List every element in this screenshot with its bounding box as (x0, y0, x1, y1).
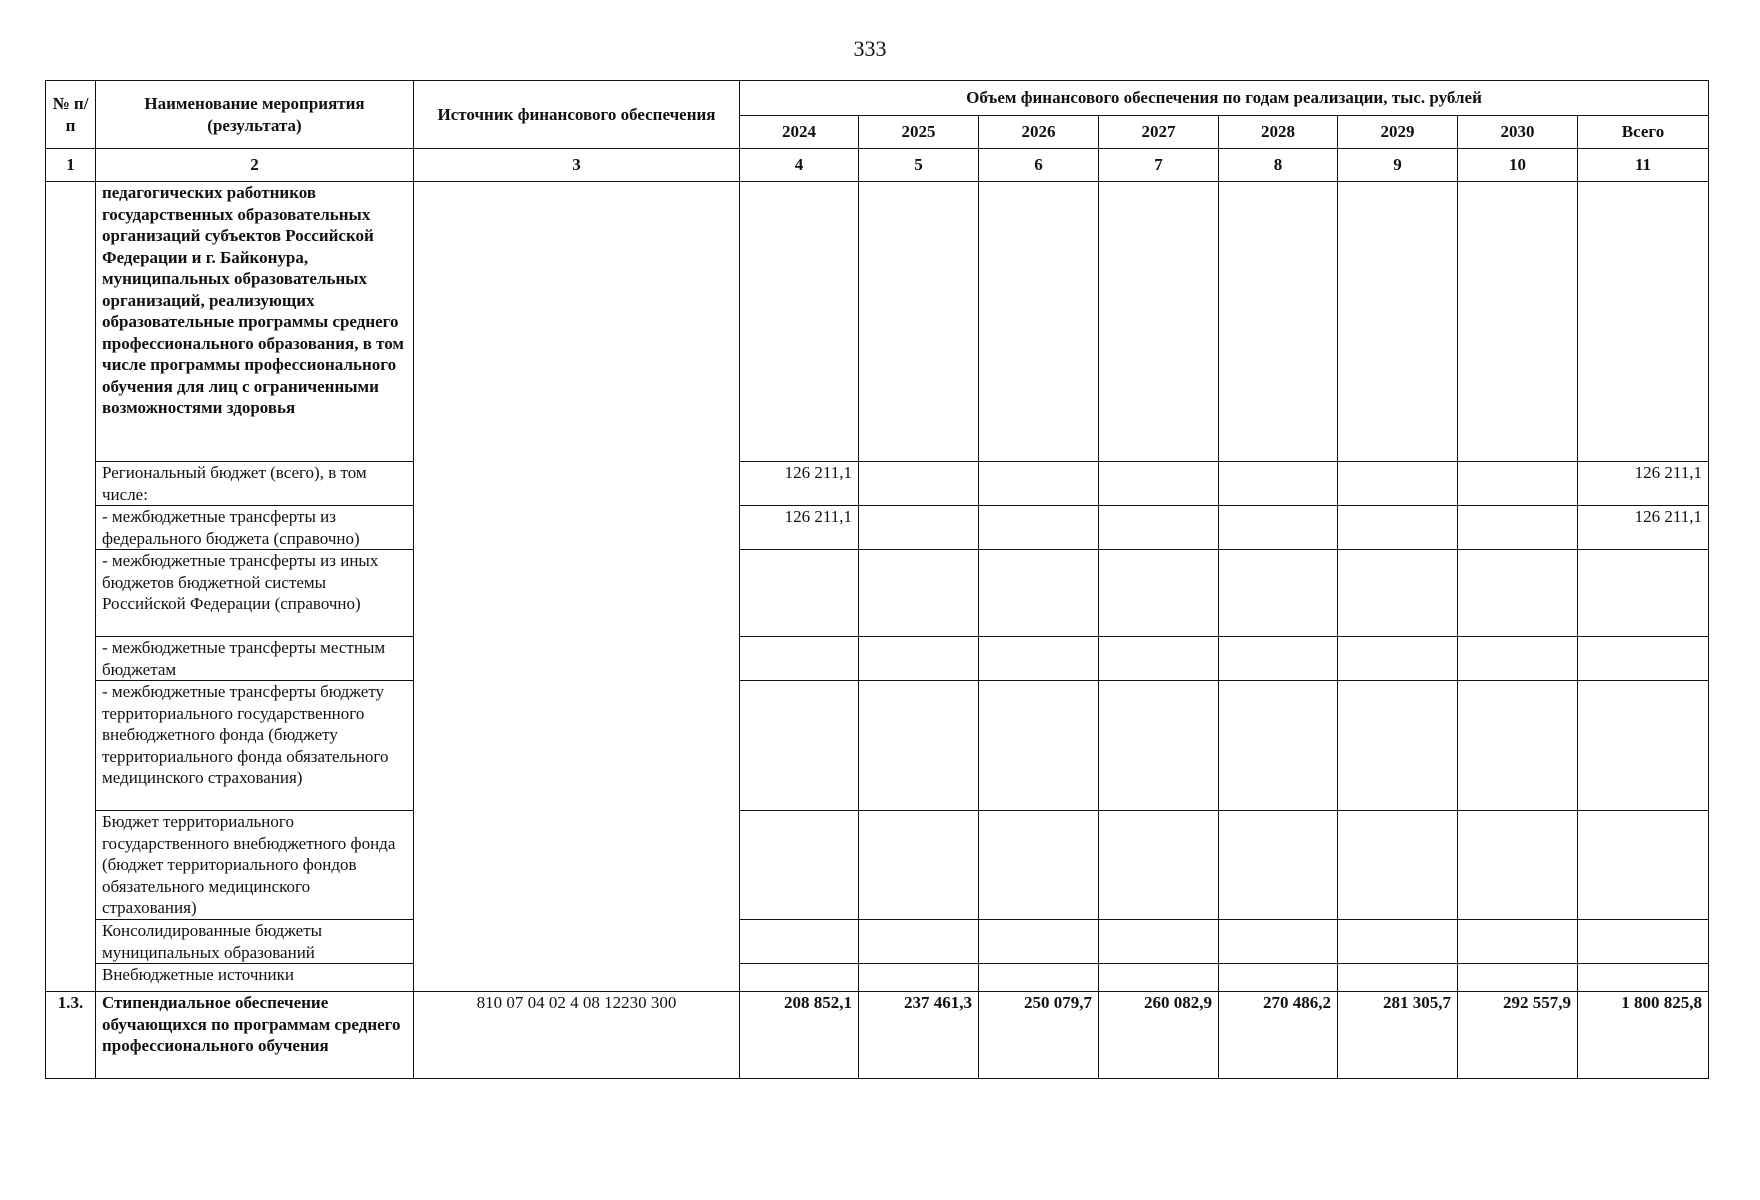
value-cell (1578, 811, 1709, 920)
header-volume: Объем финансового обеспечения по годам реализации, тыс. рублей (740, 81, 1709, 116)
value-cell: 126 211,1 (740, 506, 859, 550)
value-cell (1458, 920, 1578, 964)
value-cell (1458, 462, 1578, 506)
funding-source-name: - межбюджетные трансферты из иных бюджетов бюджетной системы Российской Федерации (справочно) (96, 550, 414, 637)
value-cell (1458, 811, 1578, 920)
value-cell (740, 920, 859, 964)
value-cell (979, 964, 1099, 992)
value-cell (1458, 681, 1578, 811)
value-cell (1099, 637, 1219, 681)
funding-source-name: - межбюджетные трансферты из федерального бюджета (справочно) (96, 506, 414, 550)
header-year: 2028 (1219, 116, 1338, 149)
value-cell (1458, 550, 1578, 637)
value-cell (1219, 681, 1338, 811)
value-cell (979, 920, 1099, 964)
header-name: Наименование мероприятия (результата) (96, 81, 414, 149)
value-cell: 208 852,1 (740, 992, 859, 1079)
value-cell (1338, 462, 1458, 506)
table-row (46, 992, 1709, 1079)
table-row (46, 637, 1709, 681)
value-cell (1578, 920, 1709, 964)
column-number: 2 (96, 149, 414, 182)
value-cell: 126 211,1 (1578, 462, 1709, 506)
value-cell (1458, 506, 1578, 550)
funding-source-name: - межбюджетные трансферты бюджету территориального государственного внебюджетного фонда (бюджету территориального фонда обязательного медицинского страхования) (96, 681, 414, 811)
value-cell (740, 964, 859, 992)
column-number: 11 (1578, 149, 1709, 182)
value-cell (740, 681, 859, 811)
item-title: Стипендиальное обеспечение обучающихся по программам среднего профессионального обучения (96, 992, 414, 1079)
column-number: 3 (414, 149, 740, 182)
value-cell (1099, 462, 1219, 506)
value-cell (859, 506, 979, 550)
value-cell (859, 550, 979, 637)
column-number: 8 (1219, 149, 1338, 182)
value-cell: 260 082,9 (1099, 992, 1219, 1079)
column-number: 1 (46, 149, 96, 182)
value-cell (859, 811, 979, 920)
value-cell (979, 637, 1099, 681)
value-cell (859, 920, 979, 964)
value-cell (1219, 964, 1338, 992)
header-year: 2030 (1458, 116, 1578, 149)
column-number: 9 (1338, 149, 1458, 182)
table-row (46, 811, 1709, 920)
column-number: 10 (1458, 149, 1578, 182)
value-cell (1578, 637, 1709, 681)
value-cell (1099, 920, 1219, 964)
value-cell: 1 800 825,8 (1578, 992, 1709, 1079)
value-cell (1099, 550, 1219, 637)
value-cell: 237 461,3 (859, 992, 979, 1079)
value-cell: 270 486,2 (1219, 992, 1338, 1079)
value-cell (859, 681, 979, 811)
value-cell (1099, 811, 1219, 920)
value-cell (1099, 506, 1219, 550)
header-total: Всего (1578, 116, 1709, 149)
value-cell (1578, 550, 1709, 637)
value-cell (979, 681, 1099, 811)
header-year: 2024 (740, 116, 859, 149)
value-cell (979, 462, 1099, 506)
item-number: 1.3. (46, 992, 96, 1079)
column-number: 7 (1099, 149, 1219, 182)
value-cell: 126 211,1 (1578, 506, 1709, 550)
value-cell (1099, 964, 1219, 992)
value-cell (1219, 550, 1338, 637)
value-cell (1338, 550, 1458, 637)
value-cell (1578, 681, 1709, 811)
value-cell (1578, 964, 1709, 992)
value-cell (1338, 637, 1458, 681)
value-cell (979, 506, 1099, 550)
page-number: 333 (853, 36, 887, 61)
value-cell (1219, 462, 1338, 506)
header-year: 2029 (1338, 116, 1458, 149)
value-cell: 292 557,9 (1458, 992, 1578, 1079)
budget-classification-code: 810 07 04 02 4 08 12230 300 (414, 992, 740, 1079)
value-cell (1338, 920, 1458, 964)
column-number: 5 (859, 149, 979, 182)
table-row (46, 506, 1709, 550)
funding-source-name: Внебюджетные источники (96, 964, 414, 992)
column-number: 4 (740, 149, 859, 182)
header-year: 2026 (979, 116, 1099, 149)
value-cell (1219, 920, 1338, 964)
header-source: Источник финансового обеспечения (414, 81, 740, 149)
value-cell (1338, 681, 1458, 811)
value-cell (1338, 506, 1458, 550)
funding-source-name: - межбюджетные трансферты местным бюджетам (96, 637, 414, 681)
table-row (46, 462, 1709, 506)
source-cell (414, 182, 740, 992)
table-row (46, 550, 1709, 637)
value-cell: 250 079,7 (979, 992, 1099, 1079)
value-cell (1219, 506, 1338, 550)
header-year: 2025 (859, 116, 979, 149)
value-cell (859, 964, 979, 992)
header-no: № п/п (46, 81, 96, 149)
row-number-cell (46, 182, 96, 992)
value-cell (1458, 637, 1578, 681)
value-cell (1458, 964, 1578, 992)
financing-table (45, 80, 1709, 1079)
value-cell (1219, 637, 1338, 681)
funding-source-name: Региональный бюджет (всего), в том числе: (96, 462, 414, 506)
value-cell: 126 211,1 (740, 462, 859, 506)
header-year: 2027 (1099, 116, 1219, 149)
value-cell (740, 811, 859, 920)
activity-title: педагогических работников государственных образовательных организаций субъектов Российской Федерации и г. Байконура, муниципальных образовательных организаций, реализующих образовательные программы среднего профессионального образования, в том числе программы профессионального обучения для лиц с ограниченными возможностями здоровья (96, 182, 414, 462)
value-cell (859, 462, 979, 506)
table-row (46, 681, 1709, 811)
value-cell (740, 550, 859, 637)
value-cell: 281 305,7 (1338, 992, 1458, 1079)
funding-source-name: Бюджет территориального государственного внебюджетного фонда (бюджет территориального фондов обязательного медицинского страхования) (96, 811, 414, 920)
value-cell (979, 550, 1099, 637)
column-number: 6 (979, 149, 1099, 182)
table-row (46, 920, 1709, 964)
funding-source-name: Консолидированные бюджеты муниципальных образований (96, 920, 414, 964)
table-row (46, 964, 1709, 992)
value-cell (979, 811, 1099, 920)
value-cell (1338, 964, 1458, 992)
value-cell (1219, 811, 1338, 920)
value-cell (859, 637, 979, 681)
value-cell (740, 637, 859, 681)
table-row (46, 182, 1709, 462)
value-cell (1338, 811, 1458, 920)
value-cell (1099, 681, 1219, 811)
